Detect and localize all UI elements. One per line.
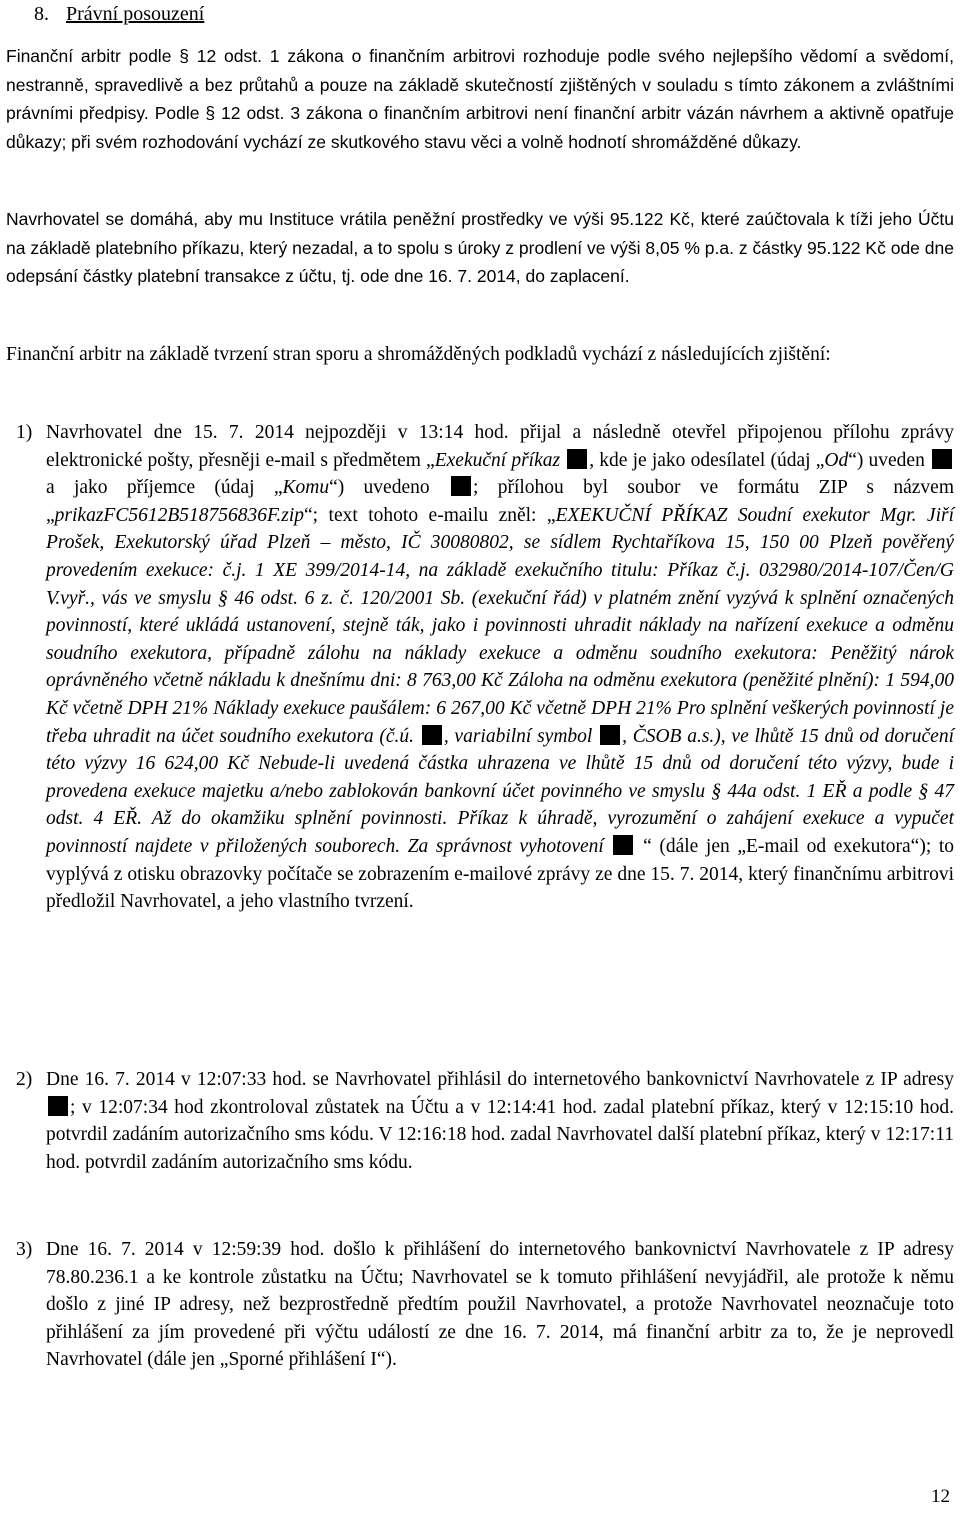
finding-1-text-i: ; přílohou byl soubor ve formátu ZIP s názvem „ bbox=[46, 477, 954, 526]
finding-1-text-a: Navrhovatel dne 15. 7. 2014 nejpozději v 13:14 hod. přijal a následně otevřel připojenou přílohu zprávy elektronické pošty, přesněji e-mail s předmětem „ bbox=[46, 422, 954, 471]
finding-1-email-body-3: , ČSOB a.s.), ve lhůtě 15 dnů od doručení této výzvy 16 624,00 Kč Nebude-li uvedená částka uhrazena ve lhůtě 15 dnů od doručení této výzvy, bude i provedena exekuce majetku a/nebo zablokován bankovní účet povinného ve smyslu § 44a odst. 1 EŘ a podle § 47 odst. 4 EŘ. Až do okamžiku splnění povinnosti. Příkaz k úhradě, vyrozumění o zahájení exekuce a vypučet povinností najdete v přiložených souborech. Za správnost vyhotovení bbox=[46, 725, 954, 857]
redaction-block bbox=[451, 476, 471, 496]
finding-2-text-a: Dne 16. 7. 2014 v 12:07:33 hod. se Navrhovatel přihlásil do internetového bankovnictví Navrhovatele z IP adresy bbox=[46, 1069, 954, 1090]
finding-1-text-o: “ (dále jen „E-mail od exekutora“); to vyplývá z otisku obrazovky počítače se zobrazením e-mailové zprávy ze dne 15. 7. 2014, který finančnímu arbitrovi předložil Navrhovatel, a jeho vlastního tvrzení. bbox=[46, 835, 955, 913]
page-number: 12 bbox=[931, 1486, 950, 1507]
finding-1 bbox=[6, 419, 954, 916]
finding-1-text bbox=[46, 419, 954, 916]
section-title: Právní posouzení bbox=[66, 3, 205, 25]
finding-2 bbox=[6, 1066, 954, 1176]
paragraph-legal-basis-part2: Podle § 12 odst. 3 zákona o finančním arbitrovi není finanční arbitr vázán návrhem a aktivně opatřuje důkazy; při svém rozhodování vychází ze skutkového stavu věci a volně hodnotí shromážděné důkazy. bbox=[6, 103, 954, 152]
finding-1-text-h: “) uvedeno bbox=[329, 477, 430, 499]
redaction-block bbox=[600, 725, 620, 745]
finding-2-text bbox=[46, 1066, 954, 1176]
finding-1-subject: Exekuční příkaz bbox=[434, 449, 561, 471]
paragraph-claim: Navrhovatel se domáhá, aby mu Instituce vrátila peněžní prostředky ve výši 95.122 Kč, které zaúčtovala k tíži jeho Účtu na základě platebního příkazu, který nezadal, a to spolu s úroky z prodlení ve výši 8,05 % p.a. z částky 95.122 Kč ode dne odepsání částky platební transakce z účtu, tj. ode dne 16. 7. 2014, do zaplacení. bbox=[6, 209, 954, 286]
paragraph-findings-intro: Finanční arbitr na základě tvrzení stran sporu a shromážděných podkladů vychází z následujících zjištění: bbox=[6, 344, 831, 365]
redaction-block bbox=[422, 725, 442, 745]
finding-1-email-body-2: , variabilní symbol bbox=[443, 725, 593, 747]
finding-1-from-label: Od bbox=[824, 449, 849, 471]
finding-1-filename: prikazFC5612B518756836F.zip bbox=[54, 504, 305, 526]
finding-1-to-label: Komu bbox=[282, 477, 330, 499]
redaction-block bbox=[613, 835, 633, 855]
redaction-block bbox=[567, 449, 587, 469]
finding-2-text-b: ; v 12:07:34 hod zkontroloval zůstatek na Účtu a v 12:14:41 hod. zadal platební příkaz, který v 12:15:10 hod. potvrdil zadáním autorizačního sms kódu. V 12:16:18 hod. zadal Navrhovatel další platební příkaz, který v 12:17:11 hod. potvrdil zadáním autorizačního sms kódu. bbox=[46, 1096, 954, 1173]
finding-3 bbox=[6, 1236, 954, 1374]
finding-1-text-k: “; text tohoto e-mailu zněl: „ bbox=[304, 504, 556, 526]
finding-1-email-body: EXEKUČNÍ PŘÍKAZ Soudní exekutor Mgr. Jiří Prošek, Exekutorský úřad Plzeň – město, IČ 30080802, se sídlem Rychtaříkova 15, 150 00 Plzeň pověřený provedením exekuce: č.j. 1 XE 399/2014-14, na základě exekučního titulu: Příkaz č.j. 032980/2014-107/Čen/G V.vyř., vás ve smyslu § 46 odst. 6 z. č. 120/2001 Sb. (exekuční řád) v platném znění vyzývá k splnění označených povinností, které ukládá ustanovení, stejně ták, jako i povinnosti uhradit náklady na nařízení exekuce a odměnu soudního exekutora, případně zálohu na náklady exekuce a odměnu soudního exekutora: Peněžitý nárok oprávněného včetně nákladu k dnešnímu dni: 8 763,00 Kč Záloha na odměnu exekutora (peněžité plnění): 1 594,00 Kč včetně DPH 21% Náklady exekuce paušálem: 6 267,00 Kč včetně DPH 21% Pro splnění veškerých povinností je třeba uhradit na účet soudního exekutora (č.ú. bbox=[46, 504, 954, 747]
section-heading bbox=[34, 2, 204, 26]
finding-1-text-c: , kde je jako odesílatel (údaj „ bbox=[589, 449, 825, 471]
finding-1-number: 1) bbox=[16, 422, 33, 443]
finding-2-number: 2) bbox=[16, 1069, 33, 1090]
finding-3-number: 3) bbox=[16, 1239, 33, 1260]
finding-3-text: Dne 16. 7. 2014 v 12:59:39 hod. došlo k přihlášení do internetového bankovnictví Navrhovatele z IP adresy 78.80.236.1 a ke kontrole zůstatku na Účtu; Navrhovatel se k tomuto přihlášení nevyjádřil, ale protože k němu došlo z jiné IP adresy, než bezprostředně předtím použil Navrhovatel, a protože Navrhovatel neoznačuje toto přihlášení za jím provedené při výčtu událostí ze dne 16. 7. 2014, má finanční arbitr za to, že je neprovedl Navrhovatel (dále jen „Sporné přihlášení I“). bbox=[46, 1239, 954, 1371]
finding-1-text-f: a jako příjemce (údaj „ bbox=[46, 477, 283, 499]
redaction-block bbox=[932, 449, 952, 469]
finding-1-text-e: “) uveden bbox=[848, 449, 925, 471]
section-number: 8. bbox=[34, 3, 49, 25]
paragraph-legal-basis bbox=[6, 42, 954, 156]
paragraph-legal-basis-part1: Finanční arbitr podle § 12 odst. 1 zákona o finančním arbitrovi rozhoduje podle svého nejlepšího vědomí a svědomí, nestranně, spravedlivě a bez průtahů a pouze na základě skutečností zjištěných v souladu s tímto zákonem a zvláštními právními předpisy. bbox=[6, 46, 954, 123]
redaction-block bbox=[48, 1096, 68, 1116]
